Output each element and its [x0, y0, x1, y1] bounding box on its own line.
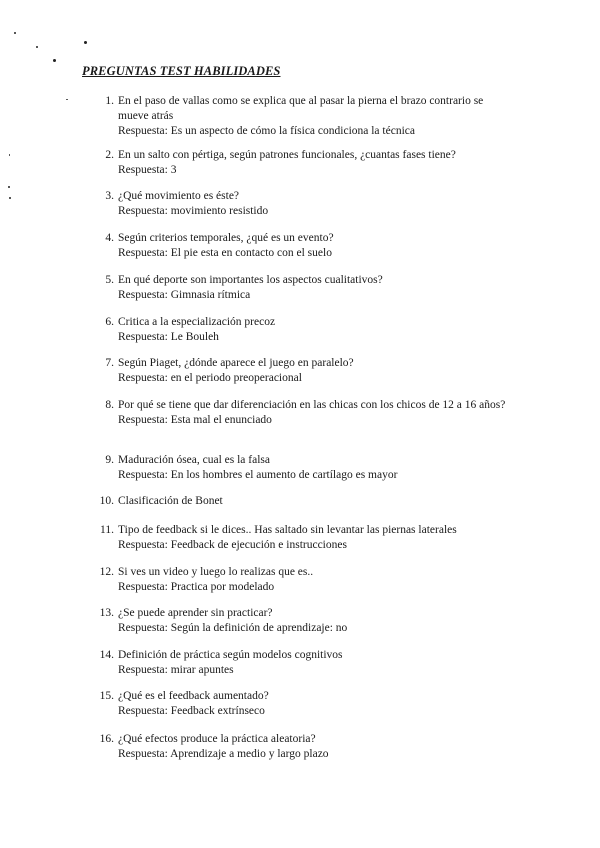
question-item	[96, 494, 516, 509]
question-text: Critica a la especialización precoz	[118, 316, 276, 328]
question-number: 7.	[105, 357, 114, 369]
question-item	[96, 606, 516, 636]
question-text: Definición de práctica según modelos cognitivos	[118, 649, 343, 661]
question-item	[96, 453, 516, 483]
question-answer: Respuesta: Feedback extrínseco	[118, 705, 265, 717]
question-number: 2.	[105, 149, 114, 161]
question-item	[96, 148, 516, 178]
question-answer: Respuesta: Es un aspecto de cómo la física condiciona la técnica	[118, 125, 415, 137]
question-text: Maduración ósea, cual es la falsa	[118, 454, 270, 466]
question-text: Si ves un video y luego lo realizas que es..	[118, 566, 314, 578]
question-number: 11.	[100, 524, 114, 536]
question-item	[96, 523, 516, 553]
question-item	[96, 732, 516, 762]
question-answer: Respuesta: mirar apuntes	[118, 664, 234, 676]
question-item	[96, 398, 516, 428]
question-number: 12.	[99, 566, 114, 578]
question-item	[96, 94, 516, 139]
question-answer: Respuesta: Practica por modelado	[118, 581, 275, 593]
question-number: 6.	[105, 316, 114, 328]
question-text: Tipo de feedback si le dices.. Has saltado sin levantar las piernas laterales	[118, 524, 457, 536]
question-number: 9.	[105, 454, 114, 466]
question-answer: Respuesta: en el periodo preoperacional	[118, 372, 302, 384]
question-text: Por qué se tiene que dar diferenciación en las chicas con los chicos de 12 a 16 años?	[118, 399, 506, 411]
question-answer: Respuesta: movimiento resistido	[118, 205, 269, 217]
question-text: En el paso de vallas como se explica que al pasar la pierna el brazo contrario se mueve atrás	[118, 95, 484, 122]
question-number: 3.	[105, 190, 114, 202]
question-text: Según Piaget, ¿dónde aparece el juego en paralelo?	[118, 357, 354, 369]
question-text: En un salto con pértiga, según patrones funcionales, ¿cuantas fases tiene?	[118, 149, 456, 161]
question-answer: Respuesta: Gimnasia rítmica	[118, 289, 251, 301]
question-item	[96, 315, 516, 345]
question-number: 10.	[99, 495, 114, 507]
question-number: 14.	[99, 649, 114, 661]
question-text: ¿Qué efectos produce la práctica aleatoria?	[118, 733, 316, 745]
question-answer: Respuesta: En los hombres el aumento de cartílago es mayor	[118, 469, 398, 481]
question-item	[96, 565, 516, 595]
question-answer: Respuesta: Según la definición de aprendizaje: no	[118, 622, 348, 634]
question-item	[96, 356, 516, 386]
question-text: ¿Se puede aprender sin practicar?	[118, 607, 273, 619]
question-text: Según criterios temporales, ¿qué es un evento?	[118, 232, 334, 244]
question-item	[96, 231, 516, 261]
question-number: 8.	[105, 399, 114, 411]
question-text: Clasificación de Bonet	[118, 495, 223, 507]
question-text: ¿Qué movimiento es éste?	[118, 190, 240, 202]
question-number: 1.	[105, 95, 114, 107]
question-text: En qué deporte son importantes los aspectos cualitativos?	[118, 274, 383, 286]
question-answer: Respuesta: Feedback de ejecución e instrucciones	[118, 539, 347, 551]
question-answer: Respuesta: El pie esta en contacto con el suelo	[118, 247, 332, 259]
document-title: PREGUNTAS TEST HABILIDADES	[82, 64, 281, 78]
question-answer: Respuesta: Aprendizaje a medio y largo plazo	[118, 748, 329, 760]
question-item	[96, 648, 516, 678]
question-number: 5.	[105, 274, 114, 286]
question-number: 16.	[99, 733, 114, 745]
question-number: 13.	[99, 607, 114, 619]
question-text: ¿Qué es el feedback aumentado?	[118, 690, 269, 702]
question-answer: Respuesta: 3	[118, 164, 177, 176]
question-number: 4.	[105, 232, 114, 244]
question-answer: Respuesta: Le Bouleh	[118, 331, 219, 343]
question-item	[96, 689, 516, 719]
question-answer: Respuesta: Esta mal el enunciado	[118, 414, 272, 426]
question-number: 15.	[99, 690, 114, 702]
question-item	[96, 189, 516, 219]
question-item	[96, 273, 516, 303]
